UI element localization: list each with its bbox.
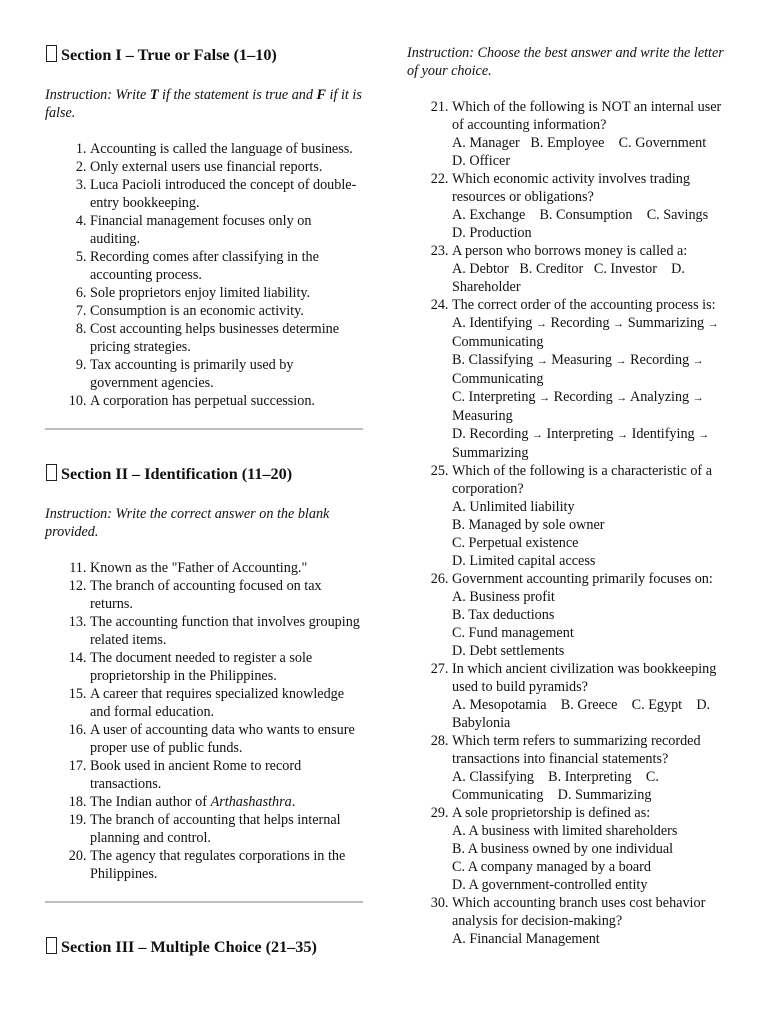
list-item: 8. Cost accounting helps businesses determine pricing strategies. [90,320,363,356]
list-item: 11. Known as the "Father of Accounting." [90,559,363,577]
section2-title: Section II – Identification (11–20) [45,463,363,485]
list-item: 20. The agency that regulates corporations in the Philippines. [90,847,363,883]
list-item: 7. Consumption is an economic activity. [90,302,363,320]
list-item: 28. Which term refers to summarizing recorded transactions into financial statements? A. Classifying B. Interpreting C. Communicating D. Summarizing [452,732,725,804]
list-item: 29. A sole proprietorship is defined as: A. A business with limited shareholders B. A business owned by one individual C. A company managed by a board D. A government-controlled entity [452,804,725,894]
left-column [45,44,363,958]
list-item: 10. A corporation has perpetual succession. [90,392,363,410]
list-item: 4. Financial management focuses only on auditing. [90,212,363,248]
missing-glyph-icon [46,937,57,954]
list-item: 30. Which accounting branch uses cost behavior analysis for decision-making? A. Financial Management [452,894,725,948]
list-item: 12. The branch of accounting focused on tax returns. [90,577,363,613]
list-item: 27. In which ancient civilization was bookkeeping used to build pyramids? A. Mesopotamia B. Greece C. Egypt D. Babylonia [452,660,725,732]
section1-instruction: Instruction: Write T if the statement is true and F if it is false. [45,87,362,121]
list-item: 18. The Indian author of Arthashasthra. [90,793,363,811]
list-item: 1. Accounting is called the language of business. [90,140,363,158]
section-divider [45,901,363,903]
section3-instruction: Instruction: Choose the best answer and write the letter of your choice. [407,45,724,79]
list-item: 25. Which of the following is a characteristic of a corporation? A. Unlimited liability B. Managed by sole owner C. Perpetual existence D. Limited capital access [452,462,725,570]
list-item: 15. A career that requires specialized knowledge and formal education. [90,685,363,721]
list-item: 14. The document needed to register a sole proprietorship in the Philippines. [90,649,363,685]
section-divider [45,428,363,430]
list-item: 5. Recording comes after classifying in the accounting process. [90,248,363,284]
right-column [407,44,725,948]
list-item: 23. A person who borrows money is called a: A. Debtor B. Creditor C. Investor D. Shareholder [452,242,725,296]
list-item: 3. Luca Pacioli introduced the concept of double-entry bookkeeping. [90,176,363,212]
list-item: 17. Book used in ancient Rome to record transactions. [90,757,363,793]
list-item: 26. Government accounting primarily focuses on: A. Business profit B. Tax deductions C. Fund management D. Debt settlements [452,570,725,660]
section2-instruction: Instruction: Write the correct answer on the blank provided. [45,506,330,540]
section1-list [45,140,363,410]
section2-list [45,559,363,883]
list-item: 6. Sole proprietors enjoy limited liability. [90,284,363,302]
section3-list [407,98,725,948]
list-item: 13. The accounting function that involves grouping related items. [90,613,363,649]
list-item: 2. Only external users use financial reports. [90,158,363,176]
list-item: 22. Which economic activity involves trading resources or obligations? A. Exchange B. Consumption C. Savings D. Production [452,170,725,242]
section3-title: Section III – Multiple Choice (21–35) [45,936,363,958]
missing-glyph-icon [46,464,57,481]
list-item: 21. Which of the following is NOT an internal user of accounting information? A. Manager B. Employee C. Government D. Officer [452,98,725,170]
list-item: 16. A user of accounting data who wants to ensure proper use of public funds. [90,721,363,757]
section1-title: Section I – True or False (1–10) [45,44,363,66]
missing-glyph-icon [46,45,57,62]
list-item: 9. Tax accounting is primarily used by government agencies. [90,356,363,392]
list-item: 19. The branch of accounting that helps internal planning and control. [90,811,363,847]
list-item: 24. The correct order of the accounting process is: A. Identifying → Recording → Summarizing → Communicating B. Classifying → Measuring → Recording → Communicating C. Interpreting → Recording → Analyzing → Measuring D. Recording → Interpreting → Identifying → Summarizing [452,296,725,462]
